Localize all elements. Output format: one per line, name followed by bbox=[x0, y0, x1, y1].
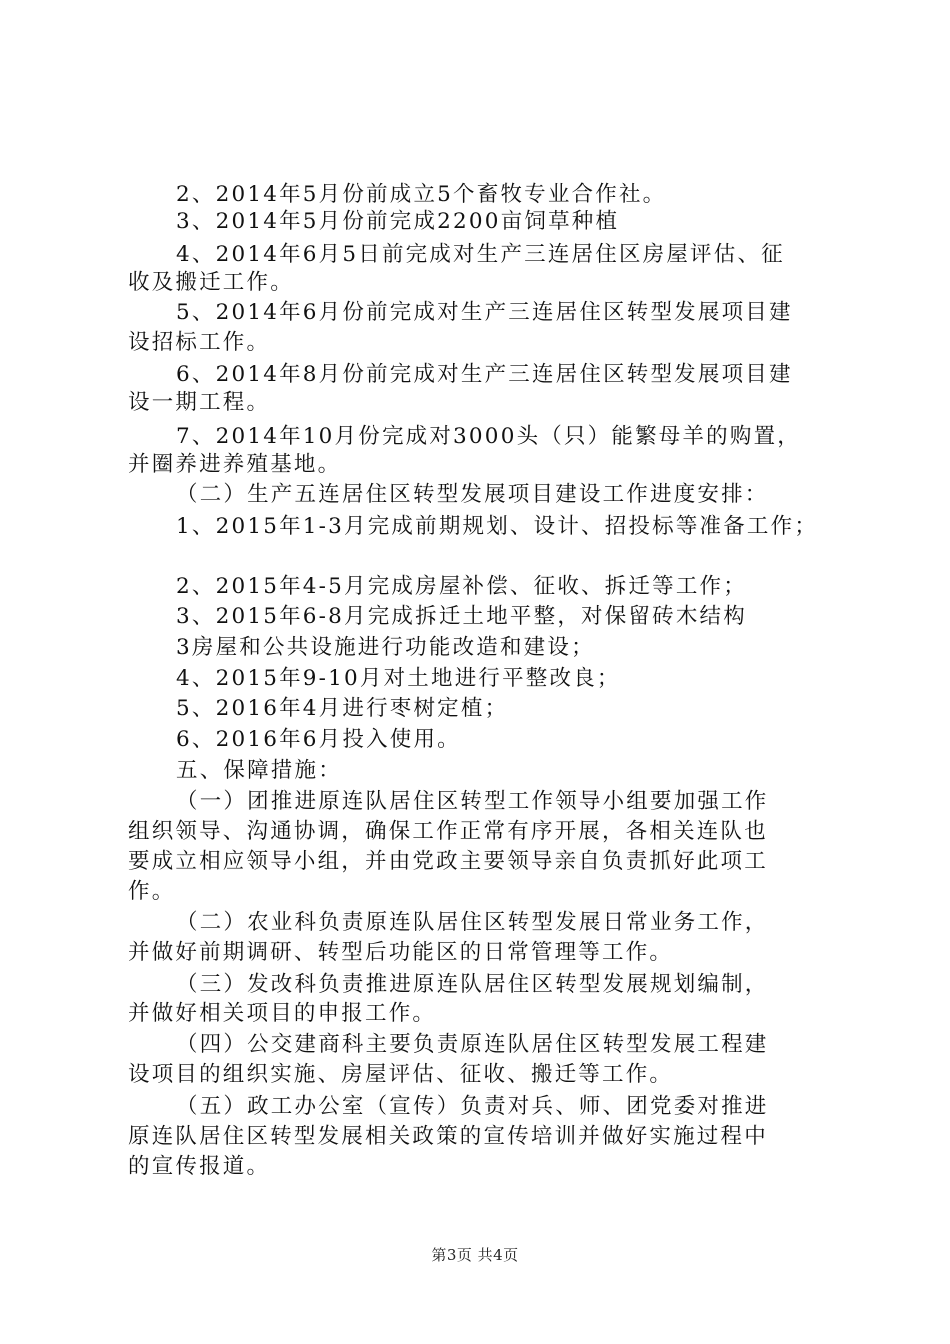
text-line: （五）政工办公室（宣传）负责对兵、师、团党委对推进 bbox=[176, 1094, 769, 1119]
text-line: 5、2014年6月份前完成对生产三连居住区转型发展项目建 bbox=[176, 300, 793, 325]
text-line: 并做好前期调研、转型后功能区的日常管理等工作。 bbox=[128, 940, 674, 965]
text-line: 的宣传报道。 bbox=[128, 1154, 271, 1179]
text-line: 3、2015年6-8月完成拆迁土地平整，对保留砖木结构 bbox=[176, 604, 747, 629]
text-line: 2、2015年4-5月完成房屋补偿、征收、拆迁等工作； bbox=[176, 574, 747, 599]
text-line: 设招标工作。 bbox=[128, 330, 271, 355]
section-heading: 五、保障措施： bbox=[176, 758, 342, 783]
text-line: 6、2016年6月投入使用。 bbox=[176, 727, 461, 752]
text-line: 并做好相关项目的申报工作。 bbox=[128, 1001, 437, 1026]
text-line: 3房屋和公共设施进行功能改造和建设； bbox=[176, 635, 595, 660]
text-line: 并圈养进养殖基地。 bbox=[128, 452, 342, 477]
text-line: （四）公交建商科主要负责原连队居住区转型发展工程建 bbox=[176, 1032, 769, 1057]
text-line: 3、2014年5月份前完成2200亩饲草种植 bbox=[176, 209, 620, 234]
text-line: （三）发改科负责推进原连队居住区转型发展规划编制， bbox=[176, 972, 769, 997]
text-line: 原连队居住区转型发展相关政策的宣传培训并做好实施过程中 bbox=[128, 1124, 768, 1149]
text-line: 1、2015年1-3月完成前期规划、设计、招投标等准备工作； bbox=[176, 514, 819, 539]
text-line: （二）农业科负责原连队居住区转型发展日常业务工作， bbox=[176, 910, 769, 935]
text-line: 设一期工程。 bbox=[128, 390, 271, 415]
text-line: 2、2014年5月份前成立5个畜牧专业合作社。 bbox=[176, 182, 667, 207]
text-line: 5、2016年4月进行枣树定植； bbox=[176, 696, 509, 721]
text-line: 7、2014年10月份完成对3000头（只）能繁母羊的购置， bbox=[176, 424, 801, 449]
text-line: 组织领导、沟通协调，确保工作正常有序开展，各相关连队也 bbox=[128, 819, 768, 844]
text-line: 作。 bbox=[128, 879, 176, 904]
page-number-footer: 第3页 共4页 bbox=[431, 1246, 519, 1264]
text-line: 4、2014年6月5日前完成对生产三连居住区房屋评估、征 bbox=[176, 242, 785, 267]
text-line: 设项目的组织实施、房屋评估、征收、搬迁等工作。 bbox=[128, 1062, 674, 1087]
text-line: 收及搬迁工作。 bbox=[128, 270, 294, 295]
section-heading: （二）生产五连居住区转型发展项目建设工作进度安排： bbox=[176, 482, 769, 507]
text-line: （一）团推进原连队居住区转型工作领导小组要加强工作 bbox=[176, 789, 769, 814]
text-line: 4、2015年9-10月对土地进行平整改良； bbox=[176, 666, 621, 691]
text-line: 要成立相应领导小组，并由党政主要领导亲自负责抓好此项工 bbox=[128, 849, 768, 874]
text-line: 6、2014年8月份前完成对生产三连居住区转型发展项目建 bbox=[176, 362, 793, 387]
